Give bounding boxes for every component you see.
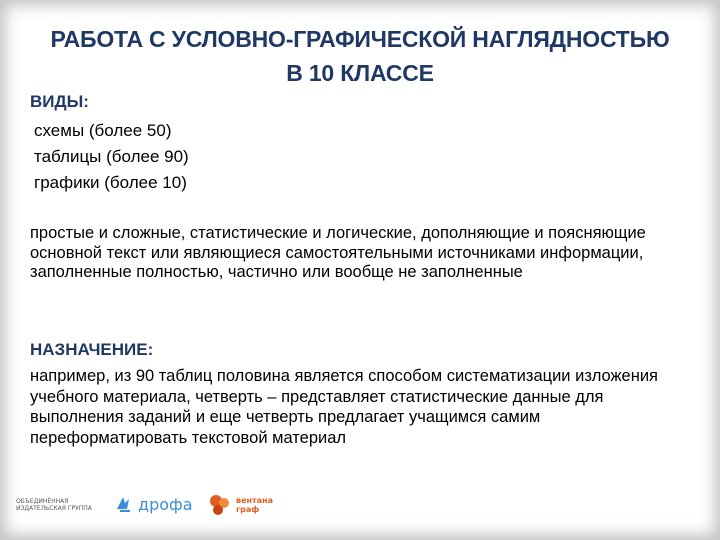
kinds-heading: ВИДЫ: xyxy=(30,92,89,111)
ventana-graf-logo-icon xyxy=(208,493,232,517)
kinds-item: схемы (более 50) xyxy=(34,121,172,140)
title-line-2: В 10 КЛАССЕ xyxy=(286,60,434,86)
ventana-line: вентана xyxy=(236,496,273,505)
group-logo-line-2: ИЗДАТЕЛЬСКАЯ ГРУППА xyxy=(16,505,92,512)
publisher-group-logo xyxy=(16,498,92,512)
kinds-item: таблицы (более 90) xyxy=(34,147,189,166)
graf-line: граф xyxy=(236,505,260,514)
purpose-heading: НАЗНАЧЕНИЕ: xyxy=(30,340,154,359)
drofa-logo-icon xyxy=(114,493,136,515)
kinds-list xyxy=(34,118,189,196)
group-logo-line-1: ОБЪЕДИНЁННАЯ xyxy=(16,498,69,505)
publisher-logos xyxy=(16,493,316,523)
description-paragraph: простые и сложные, статистические и логические, дополняющие и поясняющие основной текст или являющиеся самостоятельными источниками информации, заполненные полностью, частично или вообще не заполненные xyxy=(30,224,646,281)
title-line-1: РАБОТА С УСЛОВНО-ГРАФИЧЕСКОЙ НАГЛЯДНОСТЬЮ xyxy=(50,26,670,52)
drofa-logo-text: дрофа xyxy=(138,495,193,514)
ventana-graf-logo-text xyxy=(236,496,273,514)
slide-title xyxy=(20,22,700,90)
purpose-paragraph: например, из 90 таблиц половина является способом систематизации изложения учебного материала, четверть – представляет статистические данные для выполнения заданий и еще четверть предлагает учащимся самим переформатировать текстовой материал xyxy=(30,367,658,447)
kinds-item: графики (более 10) xyxy=(34,173,187,192)
